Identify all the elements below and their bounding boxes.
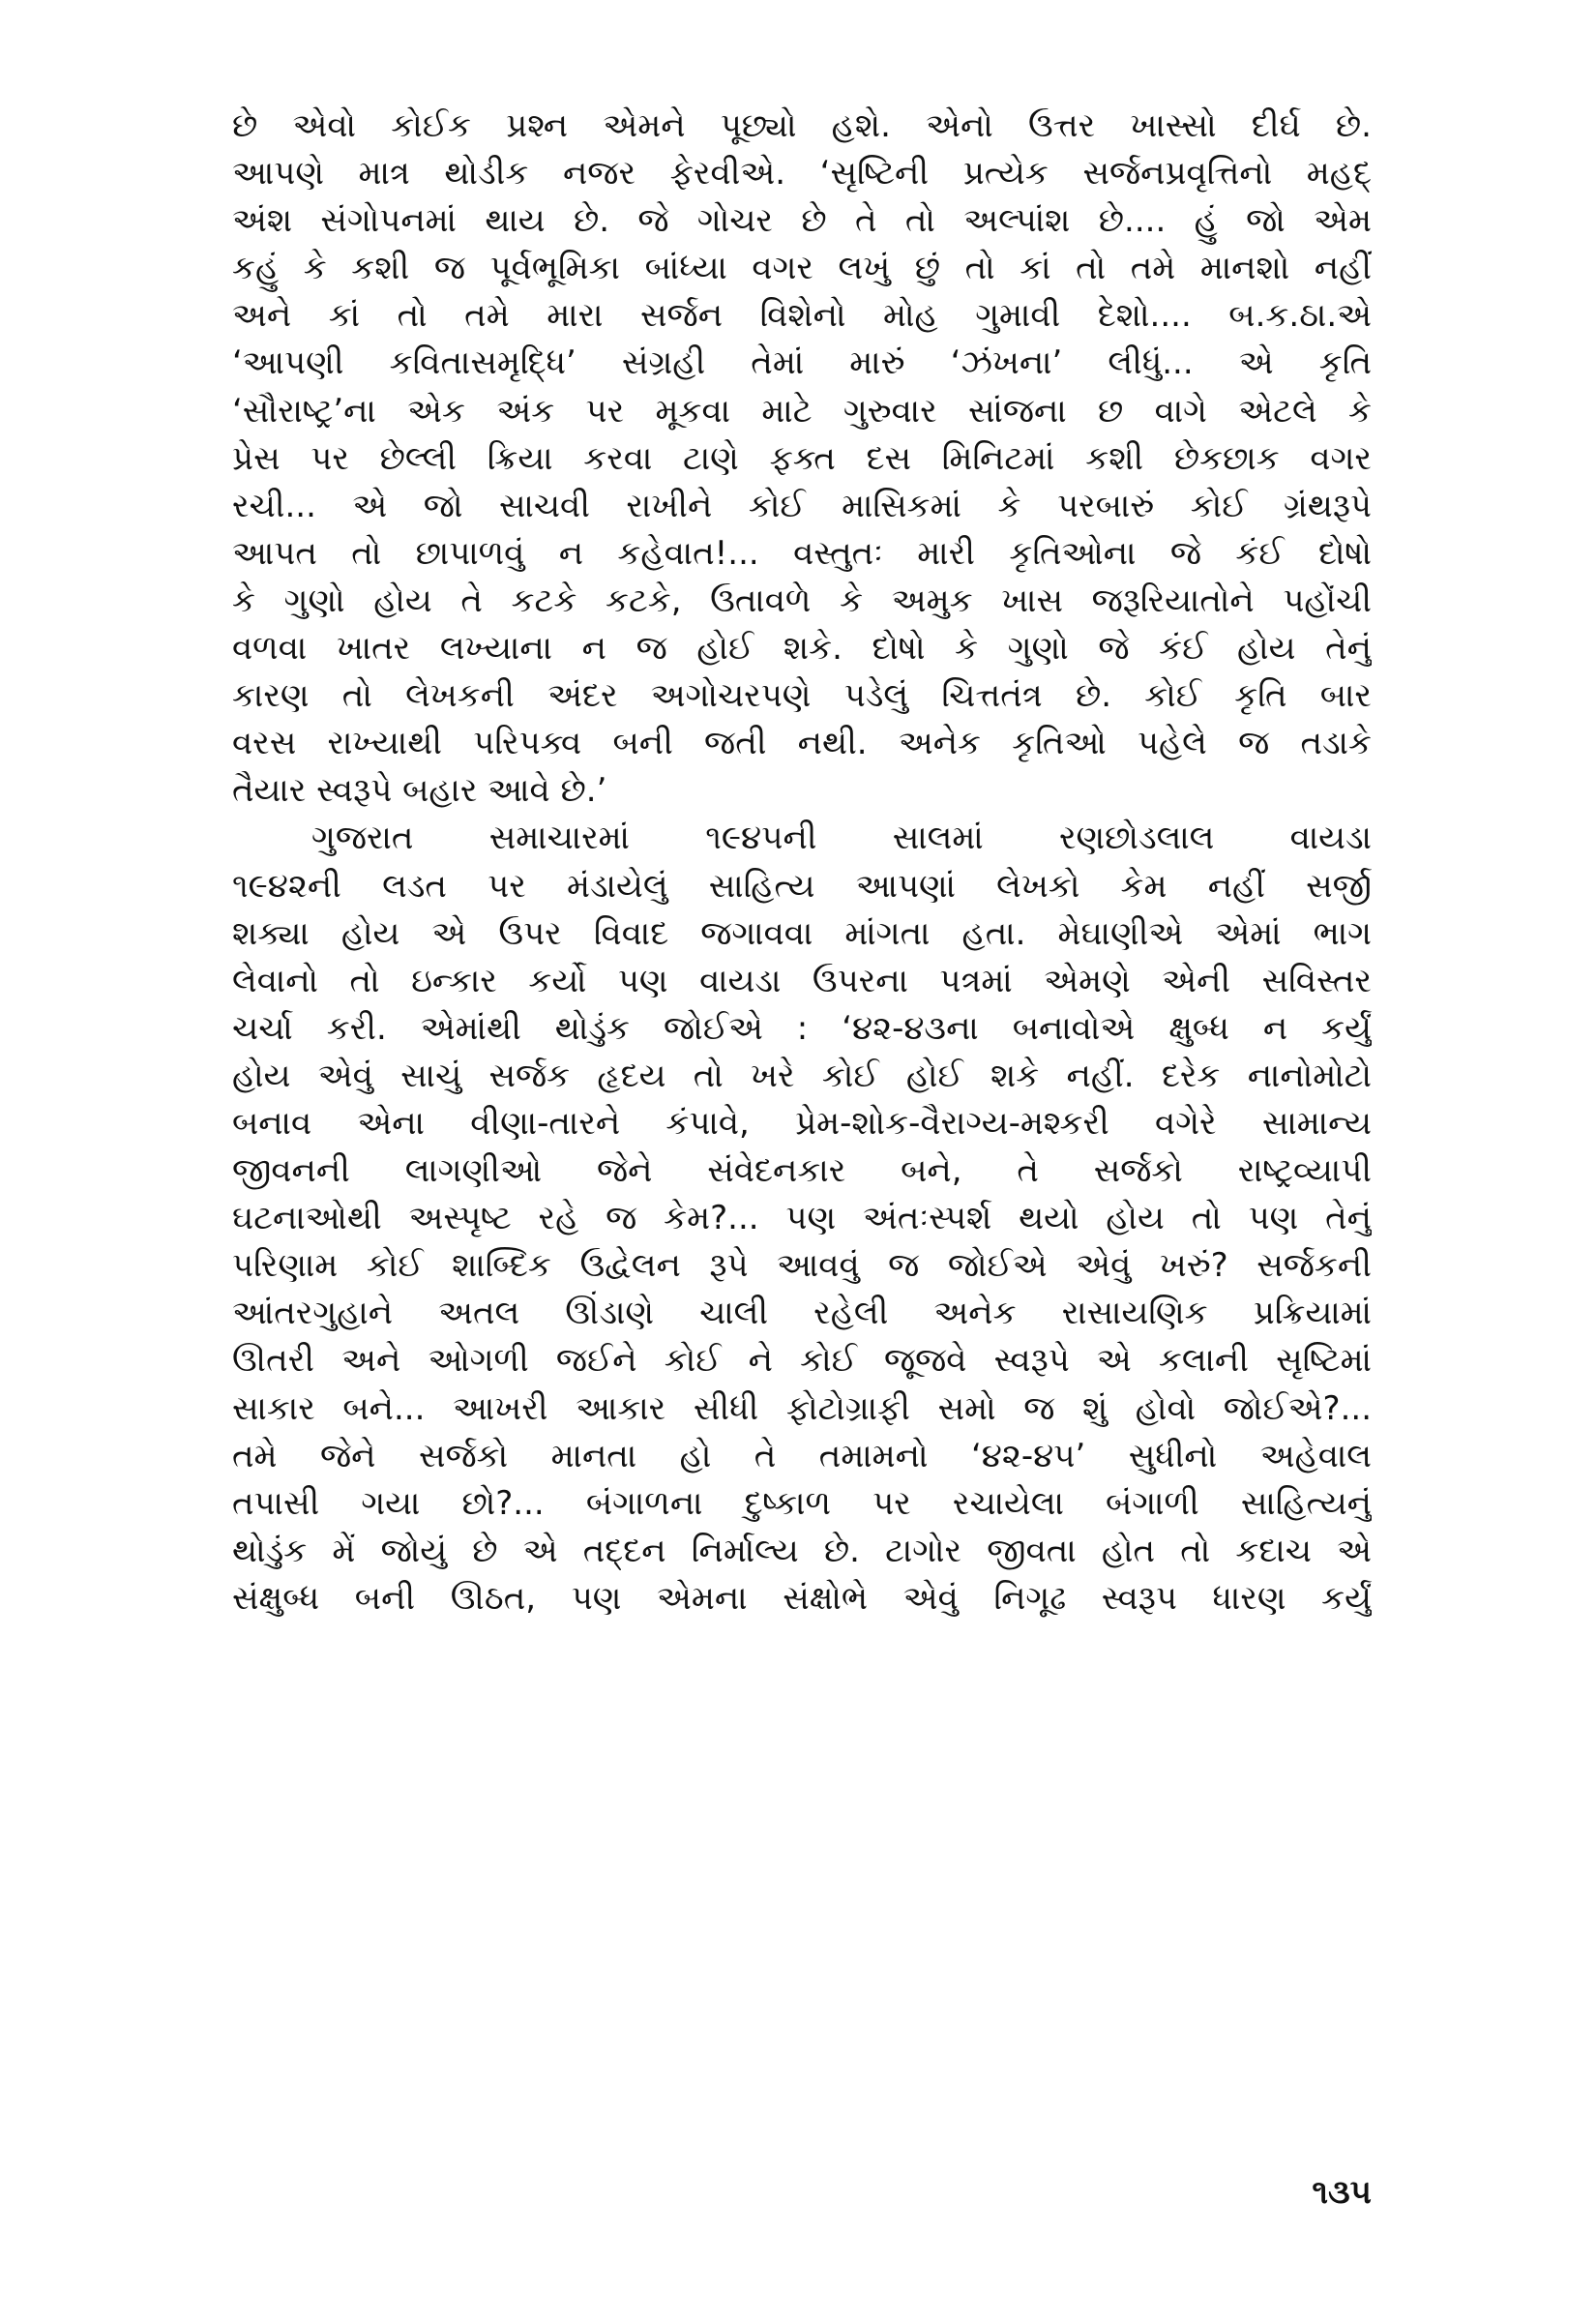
- text-line: બનાવ એના વીણા-તારને કંપાવે, પ્રેમ-શોક-વૈરાગ્ય-મશ્કરી વગેરે સામાન્ય: [232, 1103, 1372, 1143]
- text-line: તપાસી ગયા છો?... બંગાળના દુષ્કાળ પર રચાયેલા બંગાળી સાહિત્યનું: [232, 1483, 1372, 1523]
- text-line: કે ગુણો હોય તે કટકે કટકે, ઉતાવળે કે અમુક ખાસ જરૂરિયાતોને પહોંચી: [232, 580, 1372, 620]
- text-line: સંક્ષુબ્ધ બની ઊઠત, પણ એમના સંક્ષોભે એવું નિગૂઢ સ્વરૂપ ધારણ કર્યું: [232, 1578, 1372, 1618]
- text-line: આપણે માત્ર થોડીક નજર ફેરવીએ. ‘સૃષ્ટિની પ્રત્યેક સર્જનપ્રવૃત્તિનો મહદ્: [232, 154, 1372, 194]
- text-line: અંશ સંગોપનમાં થાય છે. જે ગોચર છે તે તો અલ્પાંશ છે.... હું જો એમ: [232, 201, 1372, 241]
- text-line: લેવાનો તો ઇન્કાર કર્યો પણ વાયડા ઉપરના પત્રમાં એમણે એની સવિસ્તર: [232, 961, 1372, 1000]
- text-line: આંતરગુહાને અતલ ઊંડાણે ચાલી રહેલી અનેક રાસાયણિક પ્રક્રિયામાં: [232, 1294, 1372, 1333]
- text-line: કહું કે કશી જ પૂર્વભૂમિકા બાંધ્યા વગર લખું છું તો કાં તો તમે માનશો નહીં: [232, 249, 1372, 288]
- text-line: થોડુંક મેં જોયું છે એ તદ્દન નિર્માલ્ય છે. ટાગોર જીવતા હોત તો કદાચ એ: [232, 1531, 1372, 1570]
- text-line: અને કાં તો તમે મારા સર્જન વિશેનો મોહ ગુમાવી દેશો.... બ.ક.ઠા.એ: [232, 296, 1372, 336]
- text-line: તમે જેને સર્જકો માનતા હો તે તમામનો ‘૪૨-૪૫’ સુધીનો અહેવાલ: [232, 1436, 1372, 1475]
- text-line: જીવનની લાગણીઓ જેને સંવેદનકાર બને, તે સર્જકો રાષ્ટ્રવ્યાપી: [232, 1151, 1372, 1191]
- text-line: વરસ રાખ્યાથી પરિપક્વ બની જતી નથી. અનેક કૃતિઓ પહેલે જ તડાકે: [232, 724, 1372, 763]
- text-line: ગુજરાત સમાચારમાં ૧૯૪૫ની સાલમાં રણછોડલાલ વાયડા: [311, 819, 1372, 858]
- text-line: ૧૯૪૨ની લડત પર મંડાયેલું સાહિત્ય આપણાં લેખકો કેમ નહીં સર્જી: [232, 866, 1372, 906]
- text-line: તૈયાર સ્વરૂપે બહાર આવે છે.’: [232, 771, 607, 811]
- text-line: ઊતરી અને ઓગળી જઈને કોઈ ને કોઈ જૂજવે સ્વરૂપે એ કલાની સૃષ્ટિમાં: [232, 1341, 1372, 1381]
- text-line: વળવા ખાતર લખ્યાના ન જ હોઈ શકે. દોષો કે ગુણો જે કંઈ હોય તેનું: [232, 629, 1372, 669]
- text-line: ‘આપણી કવિતાસમૃદ્ધિ’ સંગ્રહી તેમાં મારું ‘ઝંખના’ લીધું... એ કૃતિ: [232, 343, 1372, 383]
- text-line: શક્યા હોય એ ઉપર વિવાદ જગાવવા માંગતા હતા. મેઘાણીએ એમાં ભાગ: [232, 913, 1372, 953]
- text-line: હોય એવું સાચું સર્જક હૃદય તો ખરે કોઈ હોઈ શકે નહીં. દરેક નાનોમોટો: [232, 1056, 1372, 1095]
- text-line: છે એવો કોઈક પ્રશ્ન એમને પૂછ્યો હશે. એનો ઉત્તર ખાસ્સો દીર્ઘ છે.: [232, 106, 1372, 145]
- paragraph-quote-continuation: [232, 103, 1372, 815]
- text-line: ચર્ચા કરી. એમાંથી થોડુંક જોઈએ : ‘૪૨-૪૩ના બનાવોએ ક્ષુબ્ધ ન કર્યું: [232, 1008, 1372, 1048]
- body-text: [232, 103, 1372, 1622]
- page-number: ૧૩૫: [1312, 2173, 1372, 2212]
- text-line: પ્રેસ પર છેલ્લી ક્રિયા કરવા ટાણે ફક્ત દસ મિનિટમાં કશી છેકછાક વગર: [232, 438, 1372, 478]
- text-line: ‘સૌરાષ્ટ્ર’ના એક અંક પર મૂકવા માટે ગુરુવાર સાંજના છ વાગે એટલે કે: [232, 391, 1372, 431]
- text-line: સાકાર બને... આખરી આકાર સીધી ફોટોગ્રાફી સમો જ શું હોવો જોઈએ?...: [232, 1388, 1372, 1428]
- text-line: ઘટનાઓથી અસ્પૃષ્ટ રહે જ કેમ?... પણ અંતઃસ્પર્શ થયો હોય તો પણ તેનું: [232, 1199, 1372, 1238]
- text-line: આપત તો છાપાળવું ન કહેવાત!... વસ્તુતઃ મારી કૃતિઓના જે કંઈ દોષો: [232, 533, 1372, 573]
- text-line: પરિણામ કોઈ શાબ્દિક ઉદ્વેલન રૂપે આવવું જ જોઈએ એવું ખરું? સર્જકની: [232, 1246, 1372, 1286]
- text-line: કારણ તો લેખકની અંદર અગોચરપણે પડેલું ચિત્તતંત્ર છે. કોઈ કૃતિ બાર: [232, 676, 1372, 716]
- text-line: રચી... એ જો સાચવી રાખીને કોઈ માસિકમાં કે પરબારું કોઈ ગ્રંથરૂપે: [232, 486, 1372, 525]
- paragraph-gujarat-samachar: [232, 815, 1372, 1622]
